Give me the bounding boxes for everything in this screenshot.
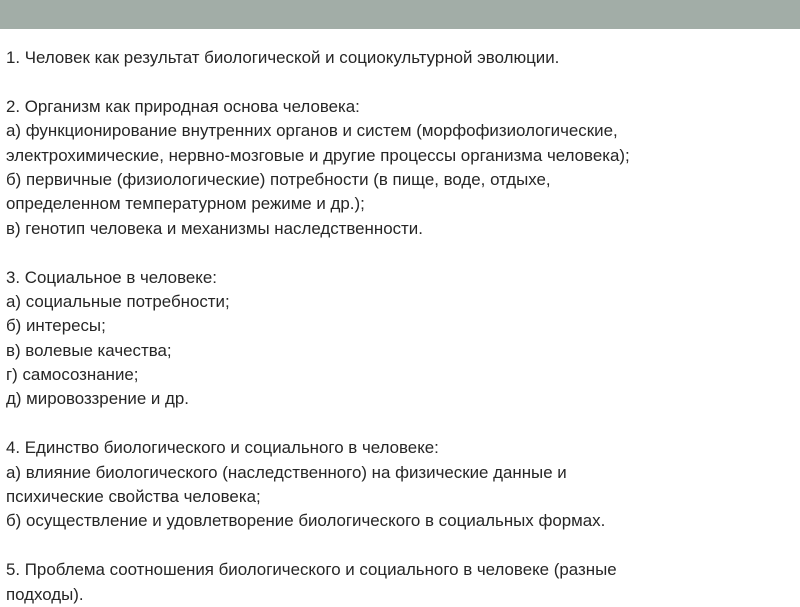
section-3-item: г) самосознание; <box>6 365 139 385</box>
section-divider <box>6 534 796 558</box>
section-3-item: в) волевые качества; <box>6 340 172 360</box>
section-4-item: а) влияние биологического (наследственного) на физические данные и <box>6 462 567 482</box>
section-5-item: подходы). <box>6 584 84 604</box>
section-divider <box>6 70 796 94</box>
section-5-title: 5. Проблема соотношения биологического и социального в человеке (разные <box>6 560 617 580</box>
section-2-item: определенном температурном режиме и др.); <box>6 194 365 214</box>
section-4-title: 4. Единство биологического и социального в человеке: <box>6 438 439 458</box>
section-4-item: психические свойства человека; <box>6 487 261 507</box>
section-2-item: б) первичные (физиологические) потребности (в пище, воде, отдыхе, <box>6 169 551 189</box>
section-3-item: а) социальные потребности; <box>6 291 230 311</box>
slide-header-bar <box>0 0 800 29</box>
document-text <box>6 46 796 607</box>
section-2-title: 2. Организм как природная основа человека: <box>6 96 360 116</box>
section-2-item: в) генотип человека и механизмы наследственности. <box>6 218 423 238</box>
section-4-item: б) осуществление и удовлетворение биологического в социальных формах. <box>6 511 606 531</box>
section-1-title: 1. Человек как результат биологической и социокультурной эволюции. <box>6 48 560 67</box>
section-divider <box>6 241 796 265</box>
section-2-item: электрохимические, нервно-мозговые и другие процессы организма человека); <box>6 145 630 165</box>
section-3-title: 3. Социальное в человеке: <box>6 267 217 287</box>
section-3-item: д) мировоззрение и др. <box>6 389 190 409</box>
section-divider <box>6 412 796 436</box>
section-3-item: б) интересы; <box>6 316 106 336</box>
section-2-item: а) функционирование внутренних органов и систем (морфофизиологические, <box>6 121 618 141</box>
